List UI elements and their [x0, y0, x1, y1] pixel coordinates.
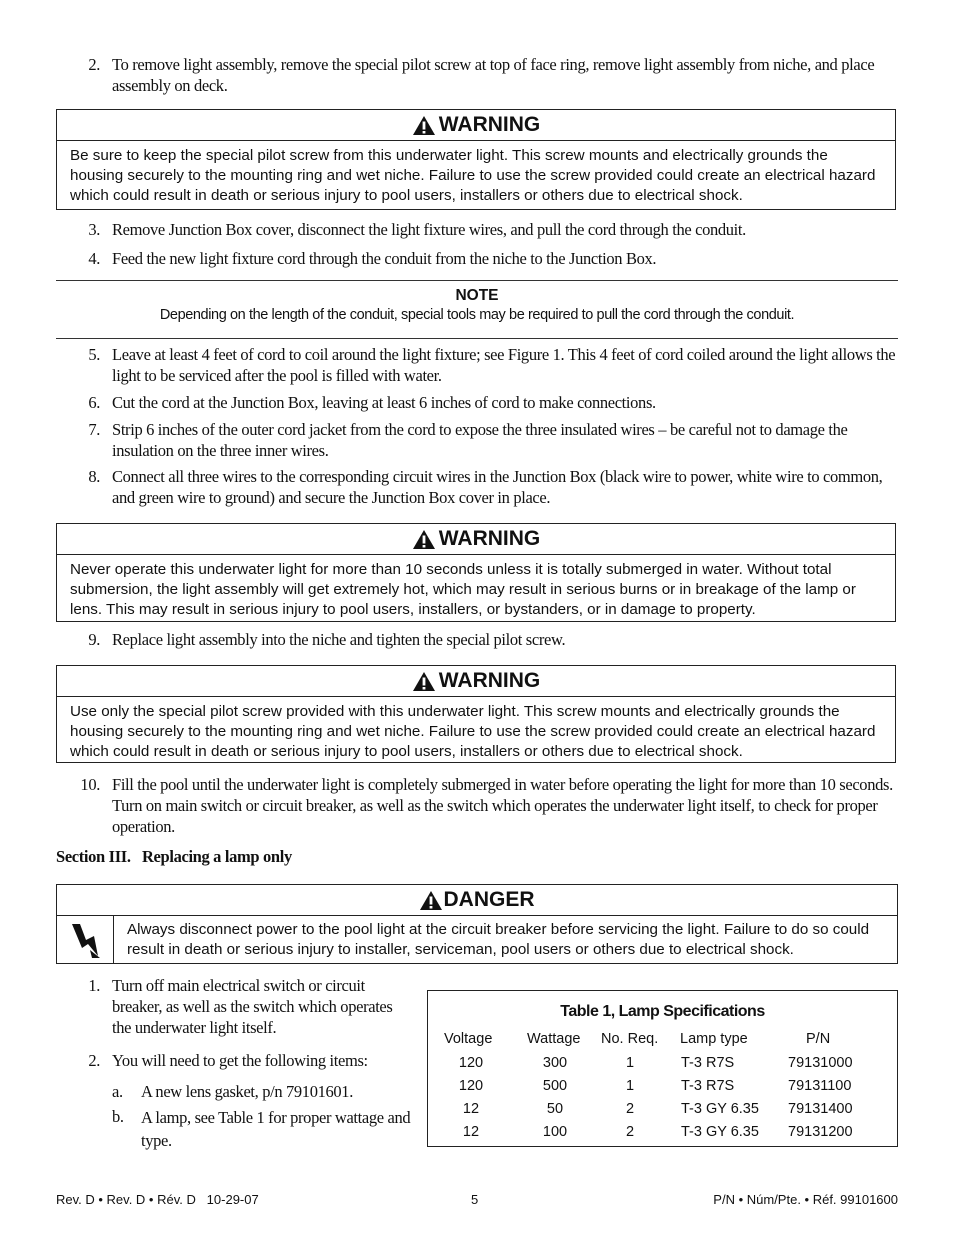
step-5 — [70, 344, 900, 386]
electric-shock-icon — [68, 922, 102, 958]
footer-part-number: P/N • Núm/Pte. • Réf. 99101600 — [713, 1192, 898, 1207]
step-text: Strip 6 inches of the outer cord jacket from the cord to expose the three insulated wires – be careful not to damage the insulation on the three inner wires. — [112, 420, 848, 460]
danger-box — [56, 884, 898, 964]
warning-title: WARNING — [438, 113, 541, 136]
warning-header — [57, 524, 895, 555]
warning-box-3 — [56, 665, 896, 763]
table-header-row — [428, 1031, 897, 1051]
substep-letter: a. — [112, 1082, 123, 1101]
danger-text: Always disconnect power to the pool light at the circuit breaker before servicing the light. Failure to do so could result in death or serious injury to installer, serviceman, pool users or others due to electrical shock. — [127, 921, 870, 958]
substep-letter: b. — [112, 1107, 124, 1126]
warning-title: WARNING — [438, 669, 541, 692]
step-text: You will need to get the following items: — [112, 1051, 368, 1070]
step-6 — [70, 392, 900, 413]
substep-a — [112, 1081, 424, 1102]
cell-lamp-type: T-3 R7S — [681, 1055, 735, 1071]
warning-triangle-icon — [412, 671, 436, 692]
cell-pn: 79131000 — [788, 1055, 853, 1071]
cell-pn: 79131400 — [788, 1101, 853, 1117]
substep-text: A new lens gasket, p/n 79101601. — [141, 1082, 353, 1101]
cell-no-req: 2 — [625, 1124, 635, 1140]
step-text: Replace light assembly into the niche and tighten the special pilot screw. — [112, 630, 566, 649]
warning-triangle-icon — [412, 529, 436, 550]
step-text: Fill the pool until the underwater light is completely submerged in water before operating the light for more than 10 seconds. Turn on main switch or circuit breaker, as well as the switch which operates the underwater light itself, to check for proper operation. — [112, 775, 893, 836]
table-row — [428, 1078, 897, 1098]
warning-box-1 — [56, 109, 896, 210]
table-row — [428, 1055, 897, 1075]
step-number: 6. — [88, 393, 100, 412]
step-text: To remove light assembly, remove the special pilot screw at top of face ring, remove light assembly from niche, and place assembly on deck. — [112, 55, 875, 95]
substep-b — [112, 1106, 424, 1152]
step-text: Connect all three wires to the corresponding circuit wires in the Junction Box (black wire to power, white wire to common, and green wire to ground) and secure the Junction Box cover in place. — [112, 467, 883, 507]
cell-lamp-type: T-3 GY 6.35 — [681, 1101, 759, 1117]
cell-pn: 79131100 — [788, 1078, 852, 1094]
step-number: 8. — [88, 467, 100, 486]
step-text: Turn off main electrical switch or circuit breaker, as well as the switch which operates the underwater light itself. — [112, 976, 393, 1037]
footer-revision: Rev. D • Rev. D • Rév. D 10-29-07 — [56, 1192, 259, 1207]
step-number: 4. — [88, 249, 100, 268]
cell-wattage: 100 — [542, 1124, 568, 1140]
step-8 — [70, 466, 900, 508]
cell-voltage: 120 — [458, 1055, 484, 1071]
warning-header — [57, 110, 895, 141]
step-7 — [70, 419, 900, 461]
warning-box-2 — [56, 523, 896, 622]
step-s3-2 — [70, 1050, 415, 1071]
step-4 — [70, 248, 900, 269]
cell-wattage: 50 — [546, 1101, 564, 1117]
table-row — [428, 1124, 897, 1144]
lamp-spec-table — [427, 990, 898, 1147]
danger-triangle-icon — [419, 890, 443, 911]
cell-wattage: 500 — [542, 1078, 568, 1094]
cell-voltage: 12 — [462, 1124, 480, 1140]
step-10 — [70, 774, 900, 837]
footer-page-number: 5 — [471, 1192, 479, 1207]
substep-text: A lamp, see Table 1 for proper wattage and type. — [141, 1108, 411, 1150]
step-text: Feed the new light fixture cord through the conduit from the niche to the Junction Box. — [112, 249, 657, 268]
note-box — [56, 280, 898, 339]
header-lamp-type: Lamp type — [680, 1031, 748, 1047]
table-row — [428, 1101, 897, 1121]
warning-title: WARNING — [438, 527, 541, 550]
step-number: 1. — [88, 976, 100, 995]
cell-lamp-type: T-3 R7S — [681, 1078, 735, 1094]
warning-header — [57, 666, 895, 697]
cell-lamp-type: T-3 GY 6.35 — [681, 1124, 759, 1140]
step-2 — [70, 54, 900, 96]
cell-wattage: 300 — [542, 1055, 568, 1071]
step-text: Cut the cord at the Junction Box, leaving at least 6 inches of cord to make connections. — [112, 393, 656, 412]
cell-voltage: 120 — [458, 1078, 484, 1094]
table-title: Table 1, Lamp Specifications — [560, 1003, 765, 1020]
step-9 — [70, 629, 900, 650]
note-text: Depending on the length of the conduit, special tools may be required to pull the cord through the conduit. — [159, 307, 795, 323]
cell-no-req: 1 — [625, 1078, 635, 1094]
step-number: 7. — [88, 420, 100, 439]
step-number: 5. — [88, 345, 100, 364]
step-number: 3. — [88, 220, 100, 239]
step-number: 2. — [88, 1051, 100, 1070]
danger-title: DANGER — [443, 888, 535, 911]
step-number: 10. — [80, 775, 100, 794]
section-title: Section III. Replacing a lamp only — [56, 847, 292, 866]
cell-no-req: 1 — [625, 1055, 635, 1071]
electric-shock-icon-cell — [57, 916, 114, 963]
cell-voltage: 12 — [462, 1101, 480, 1117]
danger-header — [57, 885, 897, 916]
warning-text: Use only the special pilot screw provided with this underwater light. This screw mounts and electrically grounds the housing securely to the mounting ring and wet niche. Failure to use the screw provided could create an electrical hazard which could result in death or serious injury to pool users, installers or others due to electrical shock. — [70, 703, 876, 760]
warning-text: Never operate this underwater light for more than 10 seconds unless it is totally submerged in water. Without total submersion, the light assembly will get extremely hot, which may result in serious burns or in breakage of the lamp or lens. This may result in serious injury to pool users, installers, or bystanders, or in damage to property. — [70, 561, 856, 618]
step-text: Leave at least 4 feet of cord to coil around the light fixture; see Figure 1. This 4 feet of cord coiled around the light allows the light to be serviced after the pool is filled with water. — [112, 345, 896, 385]
step-s3-1 — [70, 975, 415, 1038]
step-number: 9. — [88, 630, 100, 649]
warning-triangle-icon — [412, 115, 436, 136]
cell-no-req: 2 — [625, 1101, 635, 1117]
header-wattage: Wattage — [527, 1031, 581, 1047]
cell-pn: 79131200 — [788, 1124, 853, 1140]
header-voltage: Voltage — [444, 1031, 493, 1047]
note-title: NOTE — [455, 287, 499, 304]
header-pn: P/N — [806, 1031, 831, 1047]
step-number: 2. — [88, 55, 100, 74]
step-3 — [70, 219, 900, 240]
header-no-req: No. Req. — [601, 1031, 659, 1047]
step-text: Remove Junction Box cover, disconnect the light fixture wires, and pull the cord through the conduit. — [112, 220, 746, 239]
warning-text: Be sure to keep the special pilot screw from this underwater light. This screw mounts and electrically grounds the housing securely to the mounting ring and wet niche. Failure to use the screw provided could create an electrical hazard which could result in death or serious injury to pool users, installers or others due to electrical shock. — [70, 147, 876, 204]
